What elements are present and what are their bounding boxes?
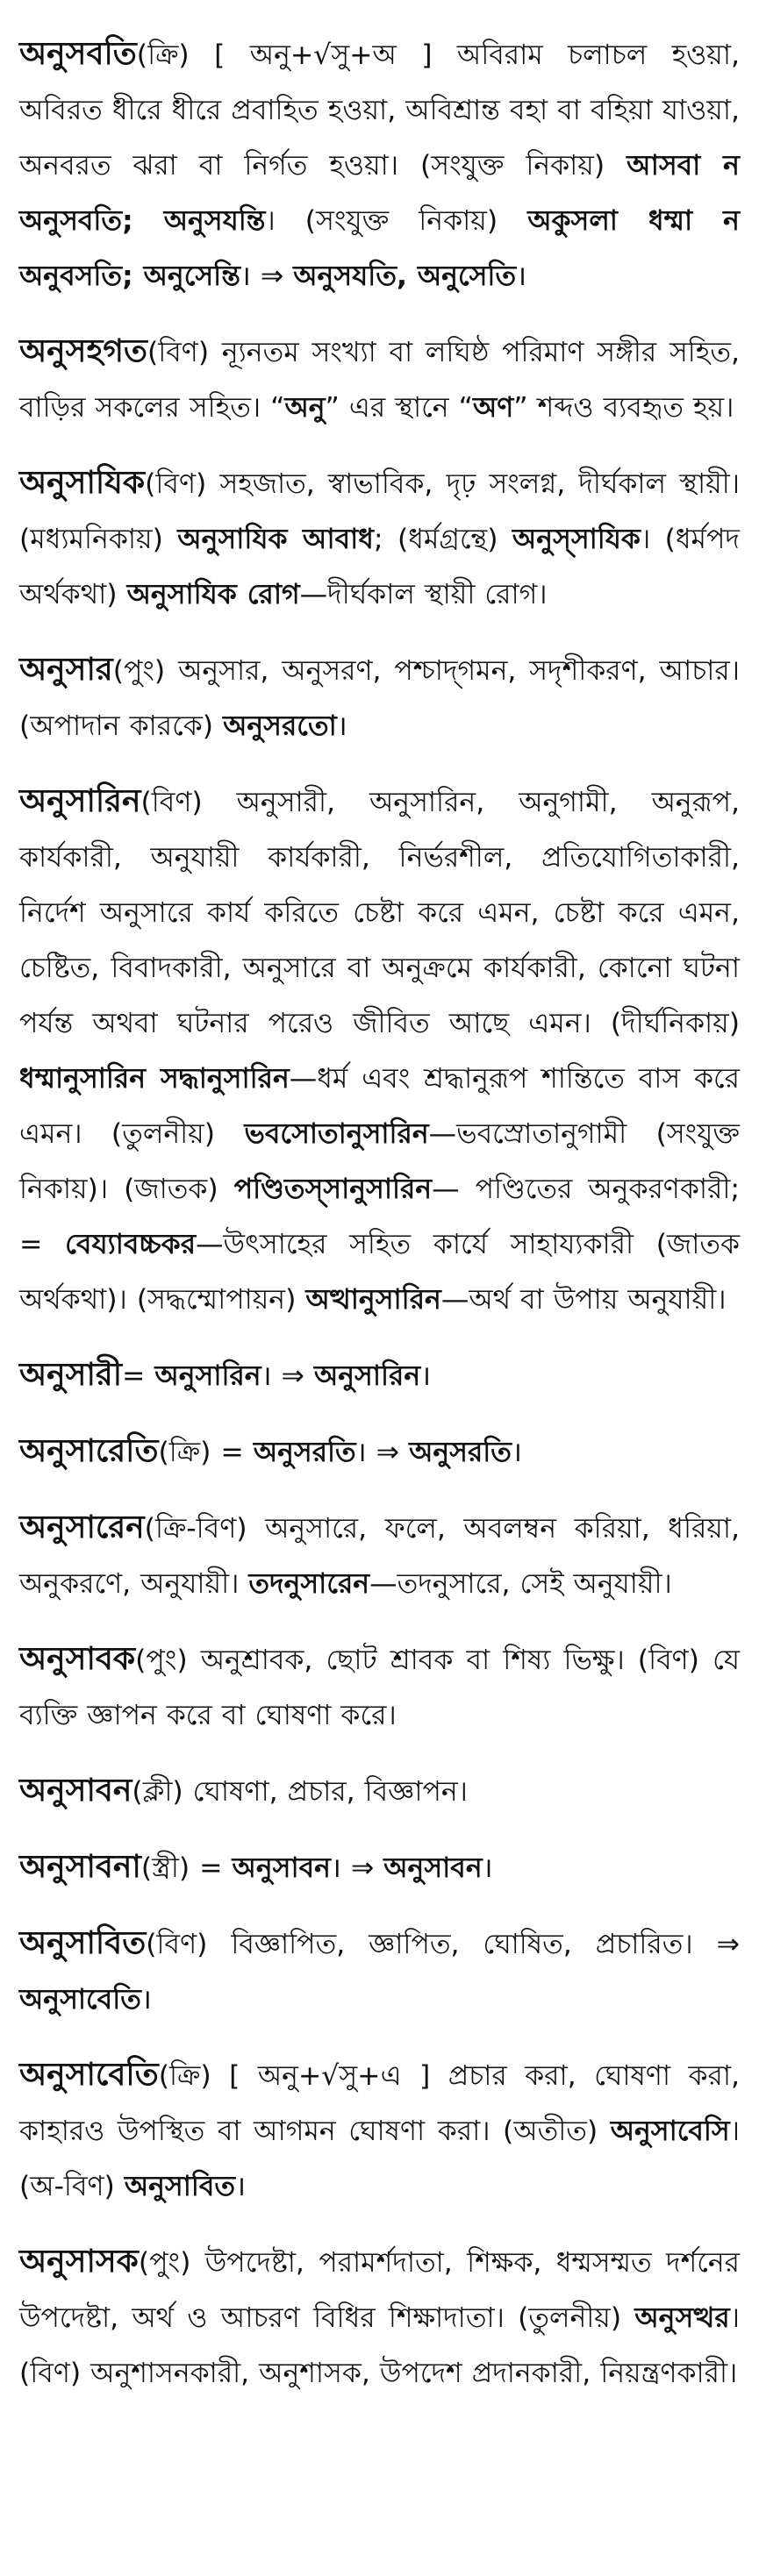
entry-anusavana-fem (19, 1839, 740, 1896)
example: অনুসাবেসি (610, 2116, 730, 2147)
entry-anusarena (19, 1500, 740, 1612)
entry-anusavaka (19, 1631, 740, 1744)
definition: (বিণ) বিজ্ঞাপিত, জ্ঞাপিত, ঘোষিত, প্রচারিত। (146, 1929, 717, 1960)
definition: (পুং) অনুশ্রাবক, ছোট শ্রাবক বা শিষ্য ভিক্ষু। (বিণ) যে ব্যক্তি জ্ঞাপন করে বা ঘোষণা করে। (19, 1645, 740, 1731)
entry-anusahagata (19, 324, 740, 436)
example: অনুসারিন (154, 1360, 261, 1392)
definition: ” এর স্থানে “ (325, 392, 473, 424)
cross-ref-arrow: । ⇒ (261, 1360, 314, 1392)
headword: অনুসবতি (19, 36, 137, 72)
definition: —দীর্ঘকাল স্থায়ী রোগ। (299, 579, 548, 610)
example: পণ্ডিতস্সানুসারিন (233, 1174, 433, 1205)
example: অকুসলা ধম্মা ন অনুবসতি; অনুসেন্তি (19, 205, 740, 292)
definition: । (অ-বিণ) (19, 2116, 740, 2202)
example: বেয্যাবচ্চকর (65, 1229, 197, 1260)
example: ভবসোতানুসারিন (244, 1118, 429, 1150)
headword: অনুসাবক (19, 1641, 136, 1677)
example: অনুসরতো (223, 710, 337, 742)
example: অনুসরতি (253, 1437, 356, 1468)
entry-anusari (19, 1347, 740, 1404)
definition: । (420, 1360, 432, 1392)
cross-reference: অনুসরতি (409, 1437, 512, 1468)
definition: । (235, 2171, 247, 2202)
example: অনুসত্থর (634, 2302, 730, 2334)
entry-anusayika (19, 455, 740, 623)
example: তদনুসারেন (248, 1568, 370, 1600)
example: অনুস্‌সাযিক (512, 524, 641, 555)
definition: । (336, 710, 347, 742)
definition: (বিণ) সহজাত, স্বাভাবিক, দৃঢ় সংলগ্ন, দীর্ঘকাল স্থায়ী। (মধ্যমনিকায়) (19, 468, 740, 555)
example: অনুসাযিক রোগ (126, 579, 300, 610)
example: অনু (284, 392, 326, 424)
definition: । (বিণ) অনুশাসনকারী, অনুশাসক, উপদেশ প্রদানকারী, নিয়ন্ত্রণকারী। (19, 2302, 740, 2389)
example: অণ (472, 392, 514, 424)
cross-ref-arrow: ⇒ (716, 1929, 740, 1960)
example: অনুসাবন (232, 1852, 331, 1884)
entry-anusasaka (19, 2234, 740, 2401)
example: ধম্মানুসারিন সদ্ধানুসারিন (19, 1063, 290, 1095)
cross-reference: অনুসাবেতি (19, 1984, 141, 2016)
headword: অনুসাবিত (19, 1925, 147, 1961)
entry-anusaveti (19, 2047, 740, 2215)
definition: (ক্রি) [ অনু+√সু+অ ] অবিরাম চলাচল হওয়া, অবিরত ধীরে ধীরে প্রবাহিত হওয়া, অবিশ্রান্ত বহা বা বহিয়া যাওয়া, অনবরত ঝরা বা নির্গত হওয়া। (সংযুক্ত নিকায়) (19, 39, 740, 182)
definition: (বিণ) ন্যূনতম সংখ্যা বা লঘিষ্ঠ পরিমাণ সঙ্গীর সহিত, বাড়ির সকলের সহিত। “ (19, 337, 740, 424)
entry-anusara (19, 642, 740, 754)
headword: অনুসাবনা (19, 1849, 141, 1885)
definition: (স্ত্রী) = (140, 1852, 233, 1884)
entry-anusavita (19, 1916, 740, 2028)
definition: । (সংযুক্ত নিকায়) (265, 205, 528, 237)
headword: অনুসাবন (19, 1773, 132, 1809)
example: অনুসাযিক আবাধ (177, 524, 374, 555)
definition: —ধর্ম এবং শ্রদ্ধানুরূপ শান্তিতে বাস করে এমন। (তুলনীয়) (19, 1063, 740, 1150)
cross-reference: অনুসযতি, অনুসেতি (293, 260, 517, 292)
example: অনুসাবিত (124, 2171, 236, 2202)
definition: ” শব্দও ব্যবহৃত হয়। (513, 392, 734, 424)
definition: = (122, 1360, 155, 1392)
definition: —তদনুসারে, সেই অনুযায়ী। (369, 1568, 672, 1600)
cross-reference: অনুসারিন (313, 1360, 421, 1392)
definition: (পুং) উপদেষ্টা, পরামর্শদাতা, শিক্ষক, ধম্মসম্মত দর্শনের উপদেষ্টা, অর্থ ও আচরণ বিধির শিক্ষাদাতা। (তুলনীয়) (19, 2247, 740, 2334)
definition: —উৎসাহের সহিত কার্যে সাহায্যকারী (জাতক অর্থকথা)। (সদ্ধম্মোপায়ন) (19, 1229, 740, 1316)
example: আসবা ন অনুসবতি; অনুসযন্তি (19, 150, 740, 237)
headword: অনুসারেন (19, 1509, 145, 1545)
definition: । (516, 260, 527, 292)
cross-ref-arrow: । ⇒ (355, 1437, 410, 1468)
headword: অনুসারেতি (19, 1433, 159, 1469)
entry-anusavana (19, 1763, 740, 1820)
definition: ; (ধর্মগ্রন্থে) (373, 524, 512, 555)
headword: অনুসহগত (19, 333, 147, 369)
definition: —অর্থ বা উপায় অনুযায়ী। (440, 1284, 727, 1316)
definition: । (ধর্মপদ অর্থকথা) (19, 524, 740, 610)
headword: অনুসার (19, 652, 113, 688)
entry-anusavati (19, 26, 740, 304)
definition: (ক্রি) [ অনু+√সু+এ ] প্রচার করা, ঘোষণা করা, কাহারও উপস্থিত বা আগমন ঘোষণা করা। (অতীত) (19, 2060, 740, 2147)
definition: (বিণ) অনুসারী, অনুসারিন, অনুগামী, অনুরূপ, কার্যকারী, অনুযায়ী কার্যকারী, নির্ভরশীল, প্রতিযোগিতাকারী, নির্দেশ অনুসারে কার্য করিতে চেষ্টা করে এমন, চেষ্টা করে এমন, চেষ্টিত, বিবাদকারী, অনুসারে বা অনুক্রমে কার্যকারী, কোনো ঘটনা পর্যন্ত অথবা ঘটনার পরেও জীবিত আছে এমন। (দীর্ঘনিকায়) (19, 787, 740, 1039)
cross-reference: অনুসাবন (383, 1852, 483, 1884)
entry-anusarin (19, 774, 740, 1328)
definition: (ক্লী) ঘোষণা, প্রচার, বিজ্ঞাপন। (132, 1776, 468, 1808)
definition: (ক্রি) = (158, 1437, 254, 1468)
definition: —ভবস্রোতানুগামী (সংযুক্ত নিকায়)। (জাতক) (19, 1118, 740, 1205)
headword: অনুসারী (19, 1357, 122, 1393)
headword: অনুসাবেতি (19, 2057, 159, 2093)
definition: । (482, 1852, 493, 1884)
definition: । (140, 1984, 152, 2016)
definition: (পুং) অনুসার, অনুসরণ, পশ্চাদ্‌গমন, সদৃশীকরণ, আচার। (অপাদান কারকে) (19, 655, 740, 742)
definition: (ক্রি-বিণ) অনুসারে, ফলে, অবলম্বন করিয়া, ধরিয়া, অনুকরণে, অনুযায়ী। (19, 1513, 740, 1600)
headword: অনুসারিন (19, 783, 141, 819)
cross-ref-arrow: । ⇒ (240, 260, 294, 292)
example: অত্থানুসারিন (305, 1284, 441, 1316)
headword: অনুসাযিক (19, 465, 146, 501)
headword: অনুসাসক (19, 2244, 139, 2280)
definition: । (511, 1437, 522, 1468)
definition: — পণ্ডিতের অনুকরণকারী; = (19, 1174, 740, 1260)
cross-ref-arrow: । ⇒ (330, 1852, 384, 1884)
entry-anusareti (19, 1424, 740, 1481)
